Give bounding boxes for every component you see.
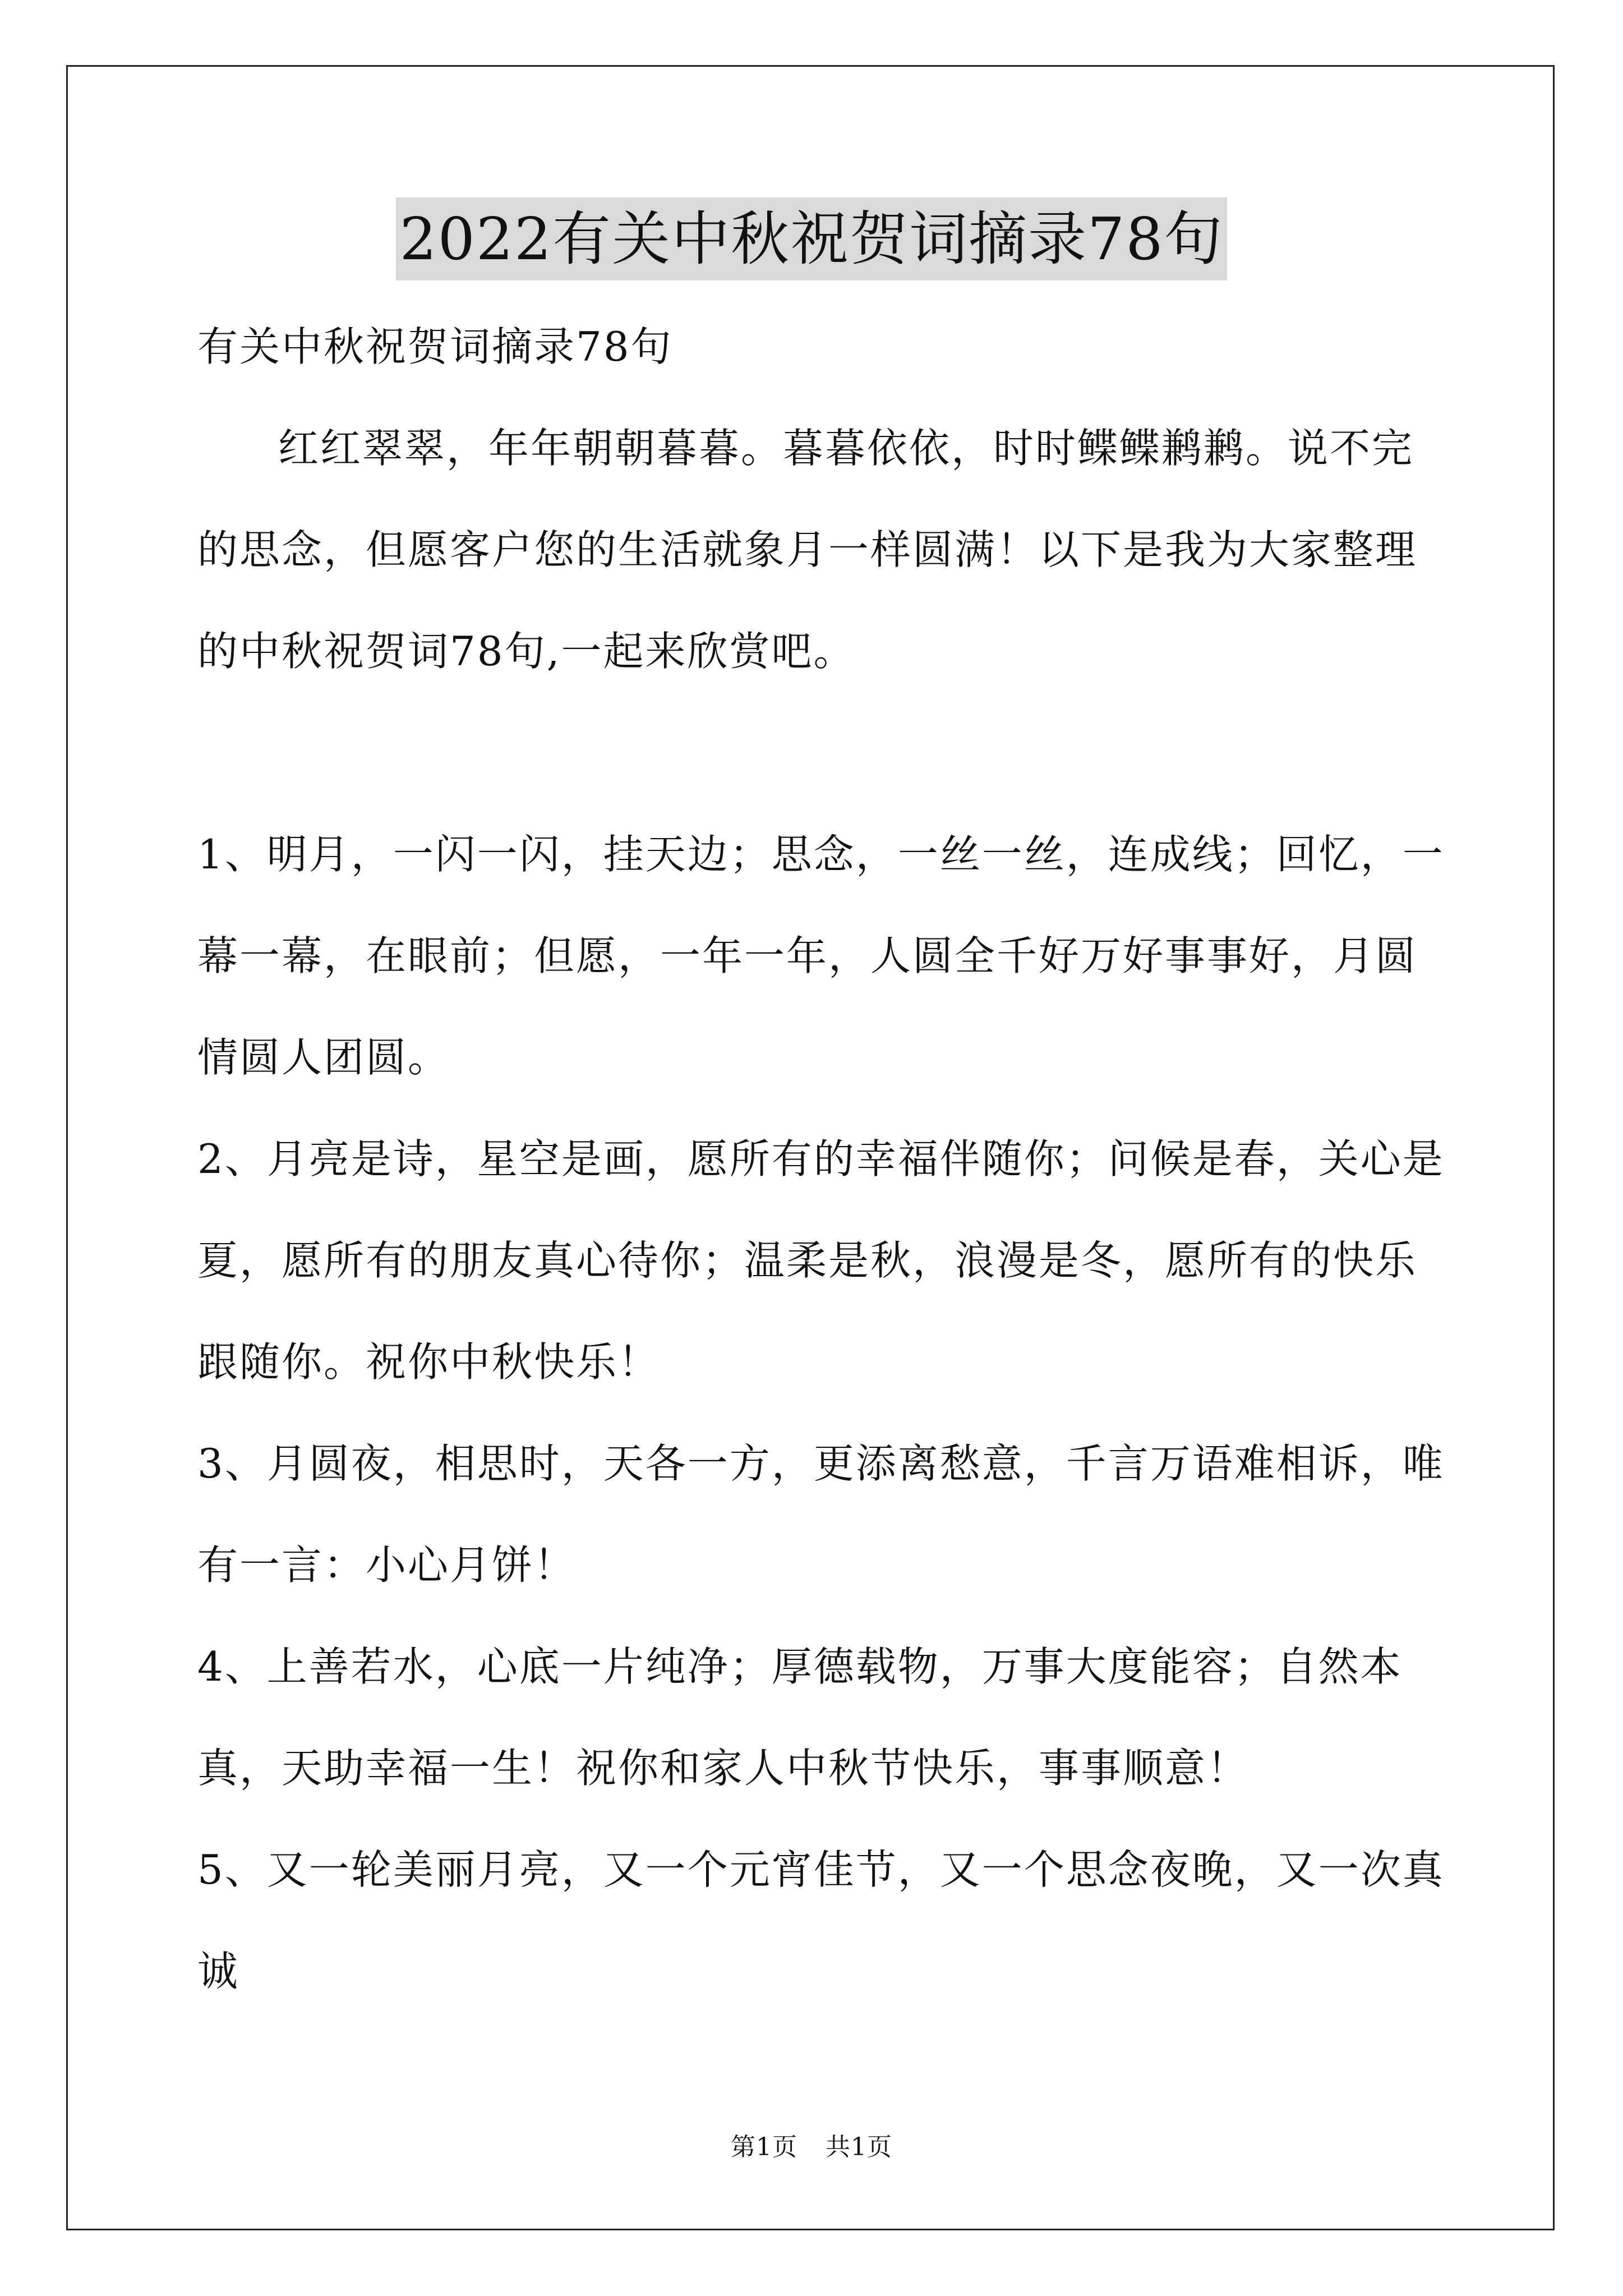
- list-item: 4、上善若水，心底一片纯净；厚德载物，万事大度能容；自然本真，天助幸福一生！祝你和家人中秋节快乐，事事顺意！: [197, 1643, 1403, 1792]
- document-body: [197, 296, 1447, 2022]
- list-item: 3、月圆夜，相思时，天各一方，更添离愁意，千言万语难相诉，唯有一言：小心月饼！: [197, 1440, 1445, 1589]
- subtitle: 有关中秋祝贺词摘录78句: [197, 323, 673, 370]
- list-item: 2、月亮是诗，星空是画，愿所有的幸福伴随你；问候是春，关心是夏，愿所有的朋友真心待你；温柔是秋，浪漫是冬，愿所有的快乐跟随你。祝你中秋快乐！: [197, 1135, 1445, 1386]
- list-item: 1、明月，一闪一闪，挂天边；思念，一丝一丝，连成线；回忆，一幕一幕，在眼前；但愿，一年一年，人圆全千好万好事事好，月圆情圆人团圆。: [197, 831, 1445, 1081]
- title-container: [0, 197, 1623, 280]
- document-title: 2022有关中秋祝贺词摘录78句: [396, 197, 1227, 280]
- page-number: 第1页: [731, 2133, 797, 2161]
- page-total: 共1页: [826, 2133, 892, 2161]
- page-footer: [0, 2131, 1623, 2164]
- paragraph-gap: [197, 702, 1447, 804]
- intro-paragraph: 红红翠翠，年年朝朝暮暮。暮暮依依，时时鲽鲽鹣鹣。说不完的思念，但愿客户您的生活就象月一样圆满！以下是我为大家整理的中秋祝贺词78句,一起来欣赏吧。: [197, 425, 1418, 675]
- list-item: 5、又一轮美丽月亮，又一个元宵佳节，又一个思念夜晚，又一次真诚: [197, 1846, 1445, 1995]
